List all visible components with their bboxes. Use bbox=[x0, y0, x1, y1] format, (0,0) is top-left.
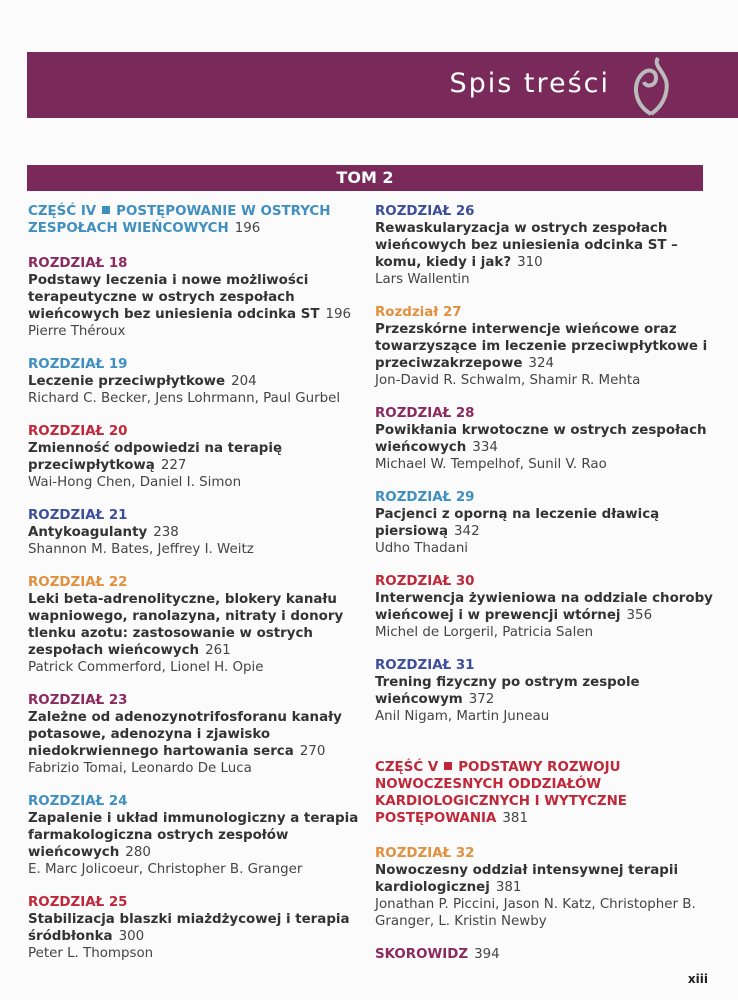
chapter-entry[interactable] bbox=[375, 845, 725, 930]
chapter-entry[interactable] bbox=[28, 423, 368, 491]
chapter-label: ROZDZIAŁ 29 bbox=[375, 490, 475, 505]
chapter-label: ROZDZIAŁ 30 bbox=[375, 574, 475, 589]
chapter-entry[interactable] bbox=[28, 574, 368, 676]
page-ref: 227 bbox=[160, 458, 187, 473]
chapter-authors: Jonathan P. Piccini, Jason N. Katz, Christopher B. Granger, L. Kristin Newby bbox=[375, 897, 696, 929]
chapter-title: Interwencja żywieniowa na oddziale choroby wieńcowej i w prewencji wtórnej bbox=[375, 591, 713, 623]
chapter-authors: Michel de Lorgeril, Patricia Salen bbox=[375, 625, 594, 640]
page-ref: 334 bbox=[472, 440, 498, 455]
chapter-entry[interactable] bbox=[375, 657, 725, 725]
chapter-label: ROZDZIAŁ 25 bbox=[28, 895, 128, 910]
page-ref: 300 bbox=[118, 929, 145, 944]
index-entry[interactable] bbox=[375, 946, 725, 963]
chapter-authors: Michael W. Tempelhof, Sunil V. Rao bbox=[375, 457, 607, 472]
chapter-authors: Richard C. Becker, Jens Lohrmann, Paul Gurbel bbox=[28, 391, 341, 406]
page-ref: 381 bbox=[495, 880, 522, 895]
page-ref: 261 bbox=[205, 643, 231, 658]
page-ref: 356 bbox=[626, 608, 653, 623]
chapter-entry[interactable] bbox=[375, 405, 725, 473]
chapter-title: Leczenie przeciwpłytkowe bbox=[28, 374, 226, 389]
chapter-authors: Udho Thadani bbox=[375, 541, 469, 556]
chapter-title: Pacjenci z oporną na leczenie dławicą piersiową bbox=[375, 507, 660, 539]
chapter-authors: Jon-David R. Schwalm, Shamir R. Mehta bbox=[375, 373, 641, 388]
page-ref: 196 bbox=[234, 221, 261, 236]
chapter-label: Rozdział 27 bbox=[375, 305, 462, 320]
chapter-entry[interactable] bbox=[28, 255, 368, 340]
chapter-label: ROZDZIAŁ 23 bbox=[28, 693, 128, 708]
chapter-label: ROZDZIAŁ 22 bbox=[28, 575, 128, 590]
chapter-authors: Wai-Hong Chen, Daniel I. Simon bbox=[28, 475, 242, 490]
chapter-authors: Lars Wallentin bbox=[375, 272, 470, 287]
index-label: SKOROWIDZ bbox=[375, 947, 469, 962]
chapter-authors: Fabrizio Tomai, Leonardo De Luca bbox=[28, 761, 252, 776]
page-ref: 372 bbox=[468, 692, 495, 707]
page-ref: 394 bbox=[474, 947, 500, 962]
chapter-entry[interactable] bbox=[28, 356, 368, 407]
chapter-label: ROZDZIAŁ 19 bbox=[28, 357, 128, 372]
chapter-label: ROZDZIAŁ 32 bbox=[375, 846, 475, 861]
part-label: CZĘŚĆ IV bbox=[28, 204, 97, 219]
chapter-title: Leki beta-adrenolityczne, blokery kanału wapniowego, ranolazyna, nitraty i donory tlenku azotu: zastosowanie w ostrych zespołach wieńcowych bbox=[28, 592, 344, 658]
page-ref: 342 bbox=[454, 524, 480, 539]
square-bullet-icon bbox=[102, 206, 110, 214]
chapter-label: ROZDZIAŁ 26 bbox=[375, 204, 475, 219]
chapter-label: ROZDZIAŁ 31 bbox=[375, 658, 475, 673]
chapter-authors: E. Marc Jolicoeur, Christopher B. Granger bbox=[28, 862, 303, 877]
part-title: PODSTAWY ROZWOJU NOWOCZESNYCH ODDZIAŁÓW KARDIOLOGICZNYCH I WYTYCZNE POSTĘPOWANIA bbox=[375, 760, 627, 826]
chapter-label: ROZDZIAŁ 21 bbox=[28, 508, 128, 523]
page-ref: 324 bbox=[528, 356, 554, 371]
chapter-authors: Shannon M. Bates, Jeffrey I. Weitz bbox=[28, 542, 254, 557]
square-bullet-icon bbox=[444, 762, 452, 770]
page-ref: 310 bbox=[517, 255, 543, 270]
part-label: CZĘŚĆ V bbox=[375, 760, 439, 775]
chapter-authors: Patrick Commerford, Lionel H. Opie bbox=[28, 660, 264, 675]
page-ref: 238 bbox=[153, 525, 179, 540]
chapter-title: Antykoagulanty bbox=[28, 525, 148, 540]
header-banner bbox=[27, 52, 738, 118]
chapter-entry[interactable] bbox=[375, 203, 725, 288]
page-ref: 196 bbox=[325, 307, 352, 322]
part-entry[interactable] bbox=[375, 759, 725, 827]
chapter-authors: Anil Nigam, Martin Juneau bbox=[375, 709, 550, 724]
part-entry[interactable] bbox=[28, 203, 368, 237]
chapter-title: Rewaskularyzacja w ostrych zespołach wieńcowych bez uniesienia odcinka ST – komu, kiedy i jak? bbox=[375, 221, 678, 270]
chapter-entry[interactable] bbox=[28, 507, 368, 558]
chapter-entry[interactable] bbox=[28, 894, 368, 962]
page-ref: 204 bbox=[231, 374, 257, 389]
page-ref: 270 bbox=[299, 744, 326, 759]
chapter-title: Zmienność odpowiedzi na terapię przeciwpłytkową bbox=[28, 441, 283, 473]
chapter-title: Powikłania krwotoczne w ostrych zespołach wieńcowych bbox=[375, 423, 707, 455]
page-ref: 381 bbox=[502, 811, 528, 826]
chapter-entry[interactable] bbox=[375, 489, 725, 557]
chapter-entry[interactable] bbox=[375, 304, 725, 389]
page-ref: 280 bbox=[125, 845, 151, 860]
volume-bar: TOM 2 bbox=[27, 165, 703, 191]
chapter-label: ROZDZIAŁ 18 bbox=[28, 256, 128, 271]
chapter-title: Przezskórne interwencje wieńcowe oraz towarzyszące im leczenie przeciwpłytkowe i przeciwzakrzepowe bbox=[375, 322, 708, 371]
chapter-title: Zależne od adenozynotrifosforanu kanały potasowe, adenozyna i zjawisko niedokrwiennego hartowania serca bbox=[28, 710, 342, 759]
chapter-entry[interactable] bbox=[375, 573, 725, 641]
chapter-label: ROZDZIAŁ 20 bbox=[28, 424, 128, 439]
chapter-entry[interactable] bbox=[28, 692, 368, 777]
chapter-authors: Peter L. Thompson bbox=[28, 946, 154, 961]
page-title: Spis treści bbox=[449, 68, 610, 99]
part-title: POSTĘPOWANIE W OSTRYCH ZESPOŁACH WIEŃCOWYCH bbox=[28, 204, 331, 236]
chapter-title: Nowoczesny oddział intensywnej terapii kardiologicznej bbox=[375, 863, 679, 895]
chapter-label: ROZDZIAŁ 28 bbox=[375, 406, 475, 421]
right-column bbox=[375, 203, 725, 979]
page-number: xiii bbox=[687, 972, 708, 986]
heart-logo-icon bbox=[626, 54, 676, 120]
chapter-label: ROZDZIAŁ 24 bbox=[28, 794, 128, 809]
chapter-title: Zapalenie i układ immunologiczny a terapia farmakologiczna ostrych zespołów wieńcowych bbox=[28, 811, 359, 860]
chapter-title: Stabilizacja blaszki miażdżycowej i terapia śródbłonka bbox=[28, 912, 350, 944]
chapter-title: Podstawy leczenia i nowe możliwości terapeutyczne w ostrych zespołach wieńcowych bez uniesienia odcinka ST bbox=[28, 273, 320, 322]
chapter-authors: Pierre Théroux bbox=[28, 324, 126, 339]
chapter-title: Trening fizyczny po ostrym zespole wieńcowym bbox=[375, 675, 640, 707]
chapter-entry[interactable] bbox=[28, 793, 368, 878]
left-column bbox=[28, 203, 368, 978]
